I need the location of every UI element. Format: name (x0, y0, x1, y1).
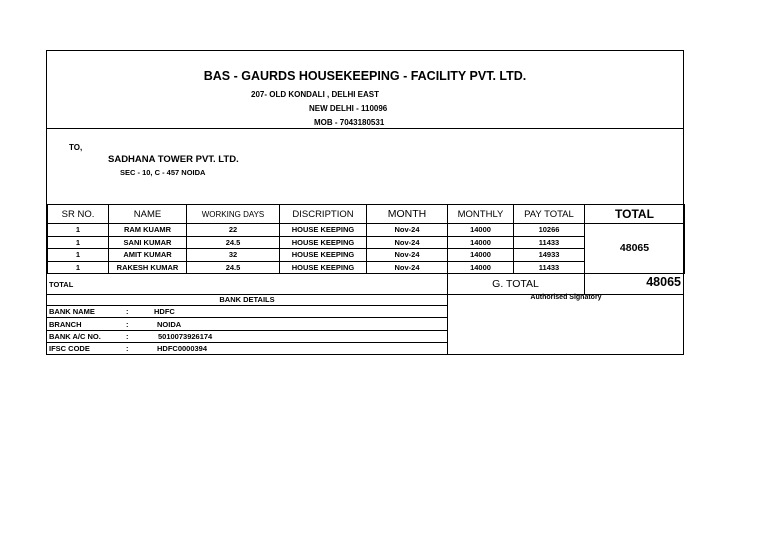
cell-pay-total: 11433 (514, 236, 585, 249)
header-monthly: MONTHLY (448, 205, 514, 224)
header-name: NAME (109, 205, 187, 224)
cell-monthly: 14000 (448, 249, 514, 262)
header-working-days: WORKING DAYS (187, 205, 280, 224)
bank-row-divider (47, 317, 447, 318)
to-label: TO, (69, 143, 83, 152)
total-label: TOTAL (49, 280, 74, 289)
bank-name-colon: : (126, 307, 129, 316)
table-header-row (48, 205, 685, 224)
company-address-line2: NEW DELHI - 110096 (309, 104, 388, 113)
header-sr-no: SR NO. (48, 205, 109, 224)
bank-row-divider (47, 330, 447, 331)
header-description: DISCRIPTION (280, 205, 367, 224)
header-total: TOTAL (585, 205, 685, 224)
company-mobile: MOB - 7043180531 (314, 118, 385, 127)
recipient-name: SADHANA TOWER PVT. LTD. (108, 154, 239, 165)
branch-value: NOIDA (157, 320, 182, 329)
ifsc-label: IFSC CODE (49, 344, 90, 353)
ifsc-colon: : (126, 344, 129, 353)
cell-description: HOUSE KEEPING (280, 224, 367, 237)
cell-monthly: 14000 (448, 261, 514, 274)
cell-name: RAM KUAMR (109, 224, 187, 237)
cell-description: HOUSE KEEPING (280, 249, 367, 262)
grand-total-value: 48065 (646, 275, 681, 289)
cell-month: Nov-24 (367, 224, 448, 237)
bank-row-divider (47, 342, 447, 343)
account-colon: : (126, 332, 129, 341)
cell-monthly: 14000 (448, 236, 514, 249)
recipient-address: SEC - 10, C - 457 NOIDA (120, 168, 206, 177)
cell-monthly: 14000 (448, 224, 514, 237)
items-table (47, 204, 685, 274)
cell-merged-total: 48065 (585, 224, 685, 274)
ifsc-value: HDFC0000394 (157, 344, 208, 353)
cell-pay-total: 10266 (514, 224, 585, 237)
branch-colon: : (126, 320, 129, 329)
authorised-signatory: Authorised Signatory (530, 294, 602, 301)
cell-month: Nov-24 (367, 249, 448, 262)
cell-sr: 1 (48, 236, 109, 249)
cell-days: 24.5 (187, 236, 280, 249)
cell-name: RAKESH KUMAR (109, 261, 187, 274)
header-month: MONTH (367, 205, 448, 224)
grand-total-label: G. TOTAL (492, 278, 539, 290)
cell-description: HOUSE KEEPING (280, 261, 367, 274)
header-pay-total: PAY TOTAL (514, 205, 585, 224)
cell-sr: 1 (48, 224, 109, 237)
cell-name: SANI KUMAR (109, 236, 187, 249)
bank-name-value: HDFC (154, 307, 175, 316)
cell-month: Nov-24 (367, 261, 448, 274)
header-divider (47, 128, 683, 129)
company-name: BAS - GAURDS HOUSEKEEPING - FACILITY PVT. LTD. (203, 69, 527, 83)
cell-days: 22 (187, 224, 280, 237)
cell-pay-total: 11433 (514, 261, 585, 274)
cell-description: HOUSE KEEPING (280, 236, 367, 249)
cell-days: 24.5 (187, 261, 280, 274)
bank-details-title: BANK DETAILS (47, 294, 447, 306)
cell-sr: 1 (48, 261, 109, 274)
company-address-line1: 207- OLD KONDALI , DELHI EAST (251, 90, 380, 99)
bank-name-label: BANK NAME (49, 307, 95, 316)
cell-sr: 1 (48, 249, 109, 262)
cell-name: AMIT KUMAR (109, 249, 187, 262)
invoice-sheet (46, 50, 684, 355)
cell-pay-total: 14933 (514, 249, 585, 262)
account-value: 5010073926174 (158, 332, 213, 341)
cell-month: Nov-24 (367, 236, 448, 249)
cell-days: 32 (187, 249, 280, 262)
branch-label: BRANCH (49, 320, 82, 329)
table-row (48, 224, 685, 237)
account-label: BANK A/C NO. (49, 332, 101, 341)
